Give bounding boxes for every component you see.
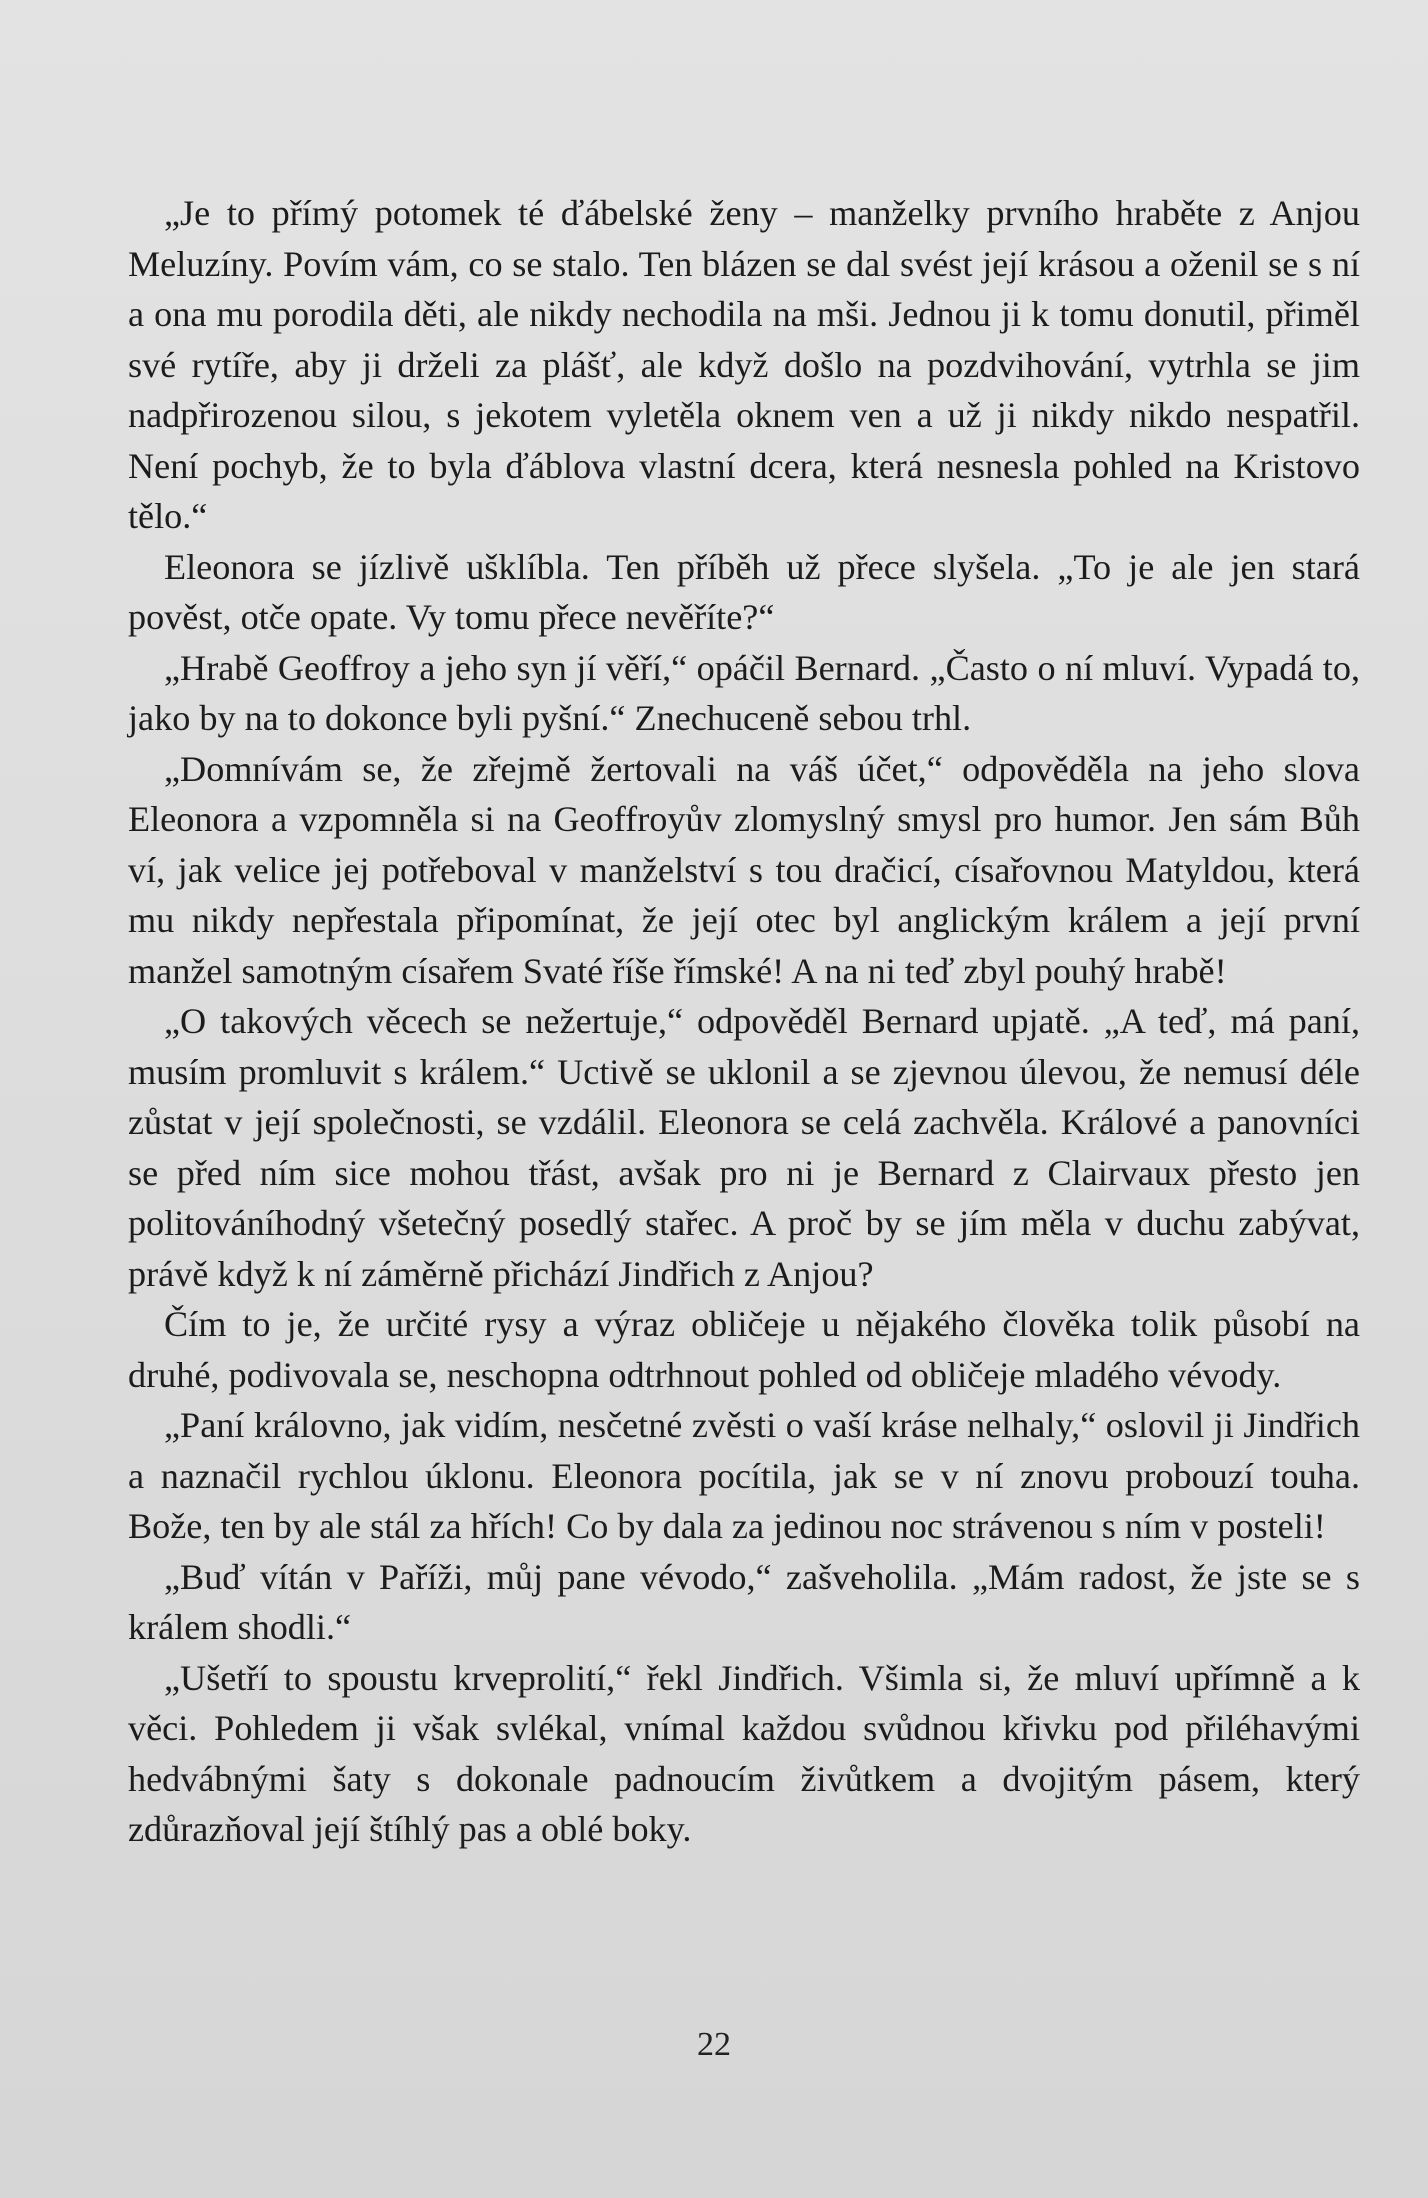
paragraph-1: „Je to přímý potomek té ďábelské ženy – manželky prvního hraběte z Anjou Meluzíny. Povím vám, co se stalo. Ten blázen se dal svést její krásou a oženil se s ní a ona mu porodila děti, ale nikdy nechodila na mši. Jednou ji k tomu donutil, přiměl své rytíře, aby ji drželi za plášť, ale když došlo na pozdvihování, vytrhla se jim nadpřirozenou silou, s jekotem vyletěla oknem ven a už ji nikdy nikdo nespatřil. Není pochyb, že to byla ďáblova vlastní dcera, která nesnesla pohled na Kristovo tělo.“ (128, 193, 1360, 536)
paragraph-8: „Buď vítán v Paříži, můj pane vévodo,“ zašveholila. „Mám radost, že jste se s králem shodli.“ (128, 1556, 1360, 1647)
paragraph-3: „Hrabě Geoffroy a jeho syn jí věří,“ opáčil Bernard. „Často o ní mluví. Vypadá to, jako by na to dokonce byli pyšní.“ Znechuceně sebou trhl. (128, 647, 1360, 738)
paragraph-5: „O takových věcech se nežertuje,“ odpověděl Bernard upjatě. „A teď, má paní, musím promluvit s králem.“ Uctivě se uklonil a se zjevnou úlevou, že nemusí déle zůstat v její společnosti, se vzdálil. Eleonora se celá zachvěla. Králové a panovníci se před ním sice mohou třást, avšak pro ni je Bernard z Clairvaux přesto jen politováníhodný všetečný posedlý stařec. A proč by se jím měla v duchu zabývat, právě když k ní záměrně přichází Jindřich z Anjou? (128, 1001, 1360, 1294)
paragraph-4: „Domnívám se, že zřejmě žertovali na váš účet,“ odpověděla na jeho slova Eleonora a vzpomněla si na Geoffroyův zlomyslný smysl pro humor. Jen sám Bůh ví, jak velice jej potřeboval v manželství s tou dračicí, císařovnou Matyldou, která mu nikdy nepřestala připomínat, že její otec byl anglickým králem a její první manžel samotným císařem Svaté říše římské! A na ni teď zbyl pouhý hrabě! (128, 748, 1360, 991)
paragraph-2: Eleonora se jízlivě ušklíbla. Ten příběh už přece slyšela. „To je ale jen stará pověst, otče opate. Vy tomu přece nevěříte?“ (128, 546, 1360, 637)
paragraph-7: „Paní královno, jak vidím, nesčetné zvěsti o vaší kráse nelhaly,“ oslovil ji Jindřich a naznačil rychlou úklonu. Eleonora pocítila, jak se v ní znovu probouzí touha. Bože, ten by ale stál za hřích! Co by dala za jedinou noc strávenou s ním v posteli! (128, 1405, 1360, 1546)
body-text (128, 188, 1360, 1855)
paragraph-9: „Ušetří to spoustu krveprolití,“ řekl Jindřich. Všimla si, že mluví upřímně a k věci. Pohledem ji však svlékal, vnímal každou svůdnou křivku pod přiléhavými hedvábnými šaty s dokonale padnoucím živůtkem a dvojitým pásem, který zdůrazňoval její štíhlý pas a oblé boky. (128, 1657, 1360, 1849)
page-number: 22 (697, 2026, 731, 2063)
paragraph-6: Čím to je, že určité rysy a výraz obličeje u nějakého člověka tolik působí na druhé, podivovala se, neschopna odtrhnout pohled od obličeje mladého vévody. (128, 1304, 1360, 1395)
